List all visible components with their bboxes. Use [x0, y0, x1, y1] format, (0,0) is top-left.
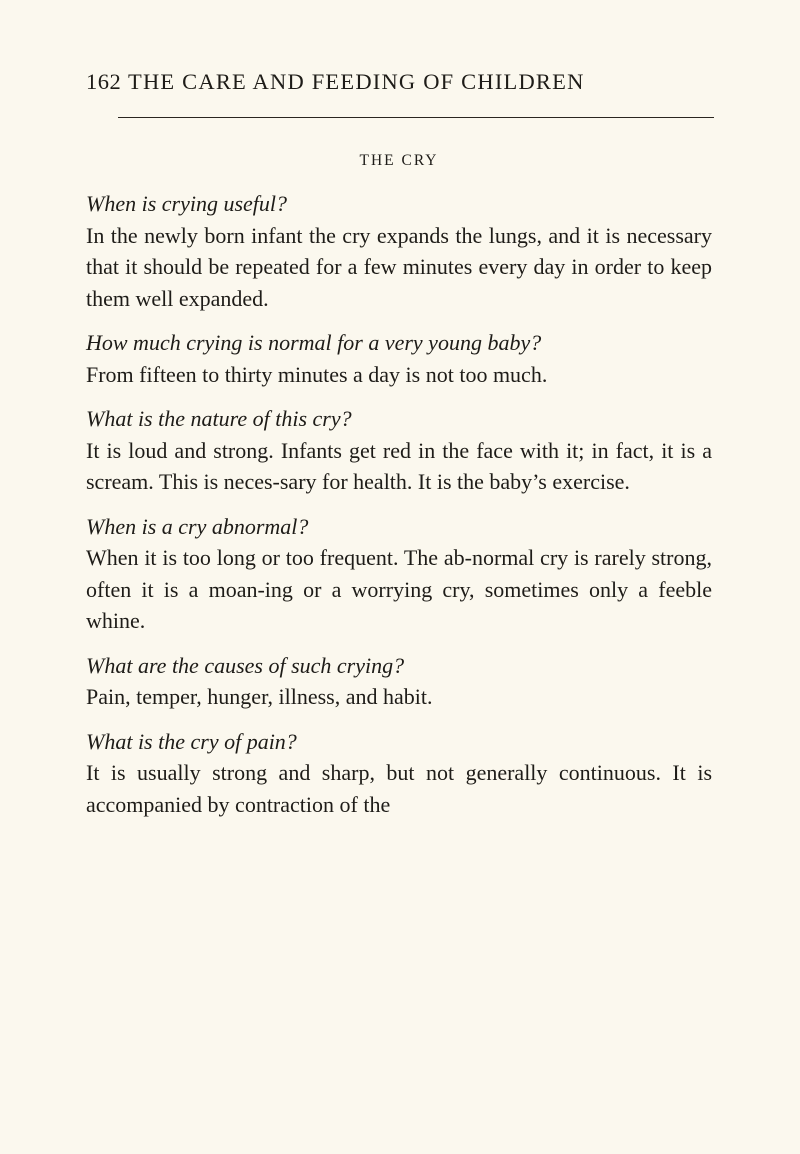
qa-item	[86, 188, 712, 314]
section-heading: THE CRY	[359, 152, 439, 169]
qa-list	[86, 188, 712, 833]
qa-item	[86, 327, 712, 390]
answer: Pain, temper, hunger, illness, and habit.	[86, 684, 433, 709]
qa-item	[86, 726, 712, 821]
question: How much crying is normal for a very young baby?	[86, 330, 542, 355]
book-title: THE CARE AND FEEDING OF CHILDREN	[128, 69, 585, 94]
qa-item	[86, 403, 712, 498]
answer: It is loud and strong. Infants get red in the face with it; in fact, it is a scream. This is neces-sary for health. It is the baby’s exercise.	[86, 437, 712, 494]
question: When is crying useful?	[86, 191, 288, 216]
answer: When it is too long or too frequent. The ab-normal cry is rarely strong, often it is a moan-ing or a worrying cry, sometimes only a feeble whine.	[86, 545, 712, 633]
answer: In the newly born infant the cry expands the lungs, and it is necessary that it should be repeated for a few minutes every day in order to keep them well expanded.	[86, 222, 712, 311]
answer: It is usually strong and sharp, but not generally continuous. It is accompanied by contraction of the	[86, 760, 712, 817]
question: When is a cry abnormal?	[86, 513, 309, 539]
book-page	[86, 60, 712, 817]
answer: From fifteen to thirty minutes a day is not too much.	[86, 361, 548, 387]
running-head	[86, 60, 712, 104]
qa-item	[86, 511, 712, 637]
question: What is the nature of this cry?	[86, 406, 352, 431]
header-rule	[118, 117, 714, 118]
qa-item	[86, 650, 712, 713]
page-number: 162	[86, 69, 122, 94]
question: What are the causes of such crying?	[86, 652, 405, 678]
question: What is the cry of pain?	[86, 728, 297, 754]
